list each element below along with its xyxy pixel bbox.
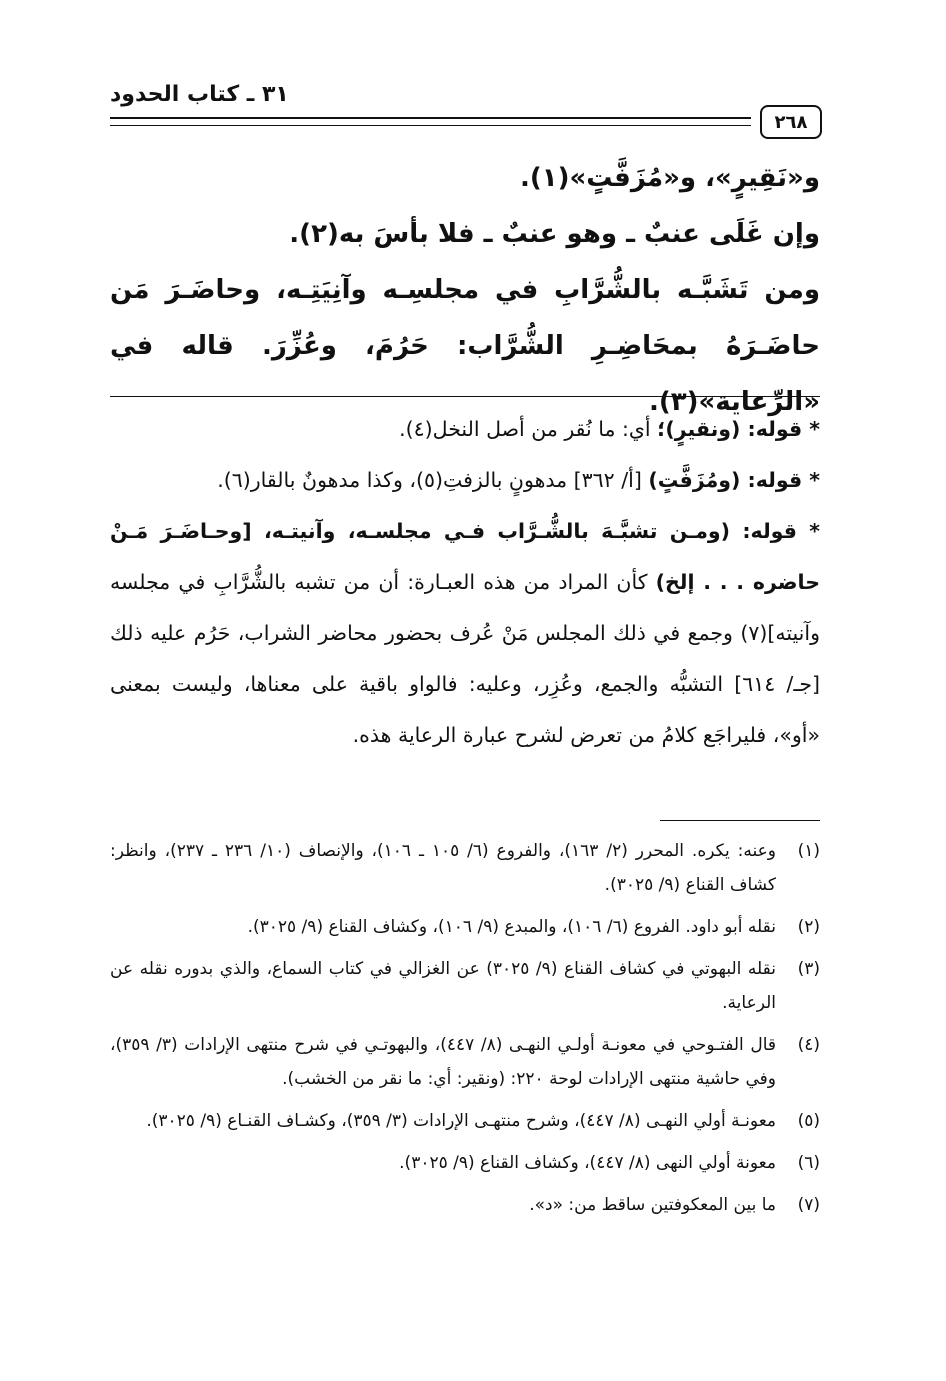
main-paragraph: وإن غَلَى عنبٌ ـ وهو عنبٌ ـ فلا بأسَ به(٢). [289, 219, 820, 249]
footnote-text: نقله البهوتي في كشاف القناع (٩/ ٣٠٢٥) عن الغزالي في كتاب السماع، والذي بدوره نقله عن الرعاية. [110, 959, 777, 1013]
running-title: ٣١ ـ كتاب الحدود [110, 82, 289, 107]
footnote [110, 910, 820, 944]
footnote-number: (٢) [797, 917, 820, 937]
main-text [110, 150, 820, 430]
commentary [110, 404, 820, 761]
commentary-paragraph [110, 455, 820, 506]
main-paragraph: ومن تَشَبَّـه بالشُّرَّابِ في مجلسِـه وآنِيَتِـه، وحاضَـرَ مَن حاضَـرَهُ بمحَاضِـرِ الشُّرَّاب: حَرُمَ، وعُزِّرَ. قاله في «الرِّعاية»(٣). [110, 275, 820, 417]
footnote-text: معونـة أولي النهـى (٨/ ٤٤٧)، وشرح منتهـى الإرادات (٣/ ٣٥٩)، وكشـاف القنـاع (٩/ ٣٠٢٥). [146, 1111, 776, 1131]
footnote-number: (٥) [797, 1111, 820, 1131]
footnotes [110, 834, 820, 1230]
footnote-text: وعنه: يكره. المحرر (٢/ ١٦٣)، والفروع (٦/ ١٠٥ ـ ١٠٦)، والإنصاف (١٠/ ٢٣٦ ـ ٢٣٧)، وانظر: كشاف القناع (٩/ ٣٠٢٥). [110, 841, 776, 895]
commentary-lead: * قوله: (ومُزَفَّتٍ) [648, 468, 820, 492]
footnote-divider [660, 820, 820, 821]
footnote-number: (٦) [797, 1153, 820, 1173]
commentary-paragraph [110, 506, 820, 761]
footnote [110, 952, 820, 1020]
footnote-number: (١) [797, 841, 820, 861]
footnote-number: (٤) [797, 1035, 820, 1055]
footnote [110, 1104, 820, 1138]
commentary-body: [أ/ ٣٦٢] مدهونٍ بالزفتِ(٥)، وكذا مدهونٌ بالقار(٦). [217, 468, 649, 492]
commentary-body: كأن المراد من هذه العبـارة: أن من تشبه بالشُّرَّابِ في مجلسه وآنيته](٧) وجمع في ذلك المجلس مَنْ عُرف بحضور محاضر الشراب، حَرُم عليه ذلك [جـ/ ٦١٤] التشبُّه والجمع، وعُزِر، وعليه: فالواو باقية على معناها، وليست بمعنى «أو»، فليراجَع كلامُ من تعرض لشرح عبارة الرعاية هذه. [110, 570, 820, 747]
footnote [110, 1028, 820, 1096]
footnote [110, 834, 820, 902]
footnote [110, 1146, 820, 1180]
page-number: ٢٦٨ [760, 105, 822, 139]
footnote [110, 1188, 820, 1222]
footnote-text: قال الفتـوحي في معونـة أولـي النهـى (٨/ ٤٤٧)، والبهوتـي في شرح منتهى الإرادات (٣/ ٣٥٩)، وفي حاشية منتهى الإرادات لوحة ٢٢٠: (ونقير: أي: ما نقر من الخشب). [110, 1035, 776, 1089]
footnote-text: ما بين المعكوفتين ساقط من: «د». [529, 1195, 776, 1215]
footnote-text: نقله أبو داود. الفروع (٦/ ١٠٦)، والمبدع (٩/ ١٠٦)، وكشاف القناع (٩/ ٣٠٢٥). [247, 917, 776, 937]
footnote-number: (٧) [797, 1195, 820, 1215]
commentary-body: أي: ما نُقر من أصل النخل(٤). [399, 417, 658, 441]
header-rule [110, 117, 751, 126]
commentary-lead: * قوله: (ونقيرٍ)؛ [657, 417, 820, 441]
footnote-number: (٣) [797, 959, 820, 979]
main-text-divider [110, 396, 820, 397]
commentary-lead: * قوله: (ومـن تشبَّـهَ بالشُّـرَّاب فـي مجلسـه، وآنيتـه، [وحـاضَـرَ مَـنْ حاضره . . . إلخ) [110, 519, 820, 594]
commentary-paragraph [110, 404, 820, 455]
footnote-text: معونة أولي النهى (٨/ ٤٤٧)، وكشاف القناع (٩/ ٣٠٢٥). [399, 1153, 776, 1173]
main-paragraph: و«نَقِيرٍ»، و«مُزَفَّتٍ»(١). [519, 163, 820, 193]
